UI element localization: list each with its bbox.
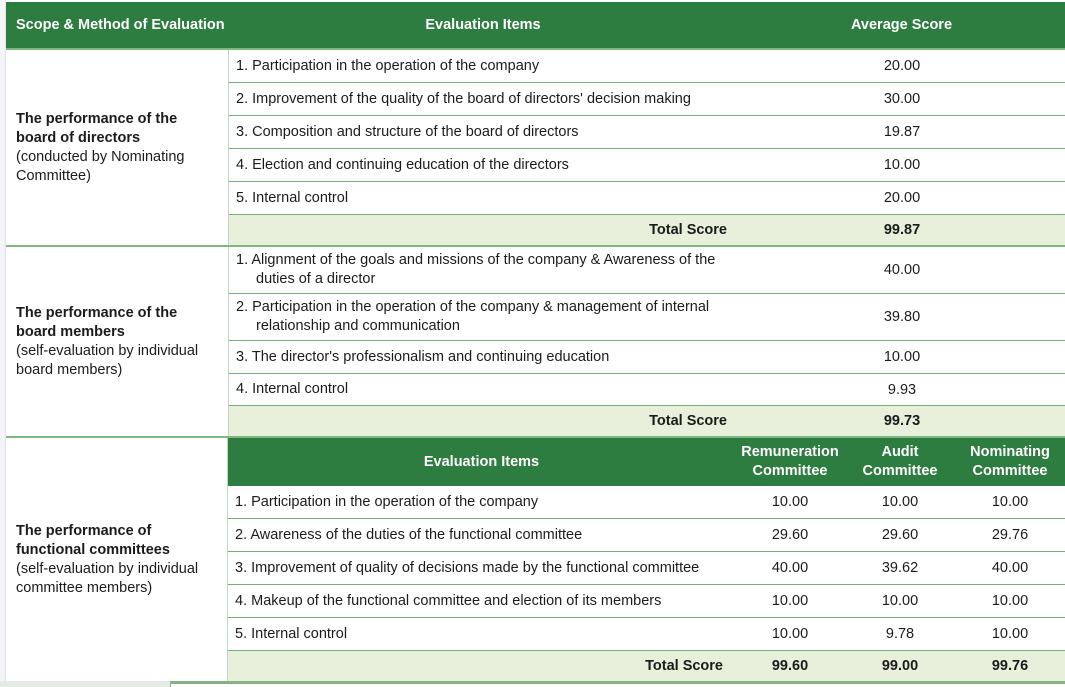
section-rows xyxy=(227,438,1065,681)
table-row xyxy=(229,294,1065,341)
audit-score: 10.00 xyxy=(881,593,919,609)
item-label: 5. Internal control xyxy=(235,625,348,642)
item-score: 19.87 xyxy=(883,124,921,140)
item-label: 1. Participation in the operation of the company xyxy=(236,57,540,74)
committee-subheader-row xyxy=(228,438,1065,486)
subheader-audit-committee: Audit Committee xyxy=(862,444,938,479)
remuneration-score: 10.00 xyxy=(771,494,809,510)
scope-note: (self-evaluation by individual committee members) xyxy=(16,560,199,596)
table-row xyxy=(229,341,1065,374)
section-functional-committees xyxy=(6,436,1065,681)
nominating-score: 40.00 xyxy=(991,560,1029,576)
total-score-label: Total Score xyxy=(645,657,723,674)
table-row xyxy=(228,519,1065,552)
item-label: 4. Makeup of the functional committee and election of its members xyxy=(235,592,662,609)
item-label: 4. Election and continuing education of the directors xyxy=(236,156,569,173)
table-row xyxy=(229,247,1065,294)
table-row xyxy=(228,585,1065,618)
audit-score: 9.78 xyxy=(885,626,915,642)
table-row xyxy=(229,50,1065,83)
nominating-score: 10.00 xyxy=(991,494,1029,510)
nominating-score: 29.76 xyxy=(991,527,1029,543)
header-average-score: Average Score xyxy=(850,17,953,33)
item-score: 9.93 xyxy=(887,381,917,398)
nominating-total: 99.76 xyxy=(991,658,1029,674)
nominating-score: 10.00 xyxy=(991,593,1029,609)
section-rows xyxy=(228,247,1065,436)
table-header-row xyxy=(6,2,1065,48)
audit-score: 10.00 xyxy=(881,494,919,510)
header-scope-method: Scope & Method of Evaluation xyxy=(16,17,225,33)
item-label: 2. Awareness of the duties of the functional committee xyxy=(235,526,583,543)
remuneration-score: 29.60 xyxy=(771,527,809,543)
item-label: 4. Internal control xyxy=(236,381,349,397)
scope-cell xyxy=(6,438,227,681)
audit-score: 39.62 xyxy=(881,560,919,576)
item-score: 10.00 xyxy=(883,157,921,173)
item-label: 3. Composition and structure of the board of directors xyxy=(236,123,579,140)
cutoff-right-block xyxy=(170,683,1065,687)
scope-title: The performance of the board of directors xyxy=(16,110,178,146)
table-row xyxy=(229,83,1065,116)
table-row xyxy=(228,552,1065,585)
remuneration-score: 40.00 xyxy=(771,560,809,576)
item-label: 1. Alignment of the goals and missions of the company & Awareness of the duties of a director xyxy=(236,252,716,287)
total-score-label: Total Score xyxy=(649,221,727,238)
remuneration-score: 10.00 xyxy=(771,626,809,642)
remuneration-score: 10.00 xyxy=(771,593,809,609)
section-board-members xyxy=(6,245,1065,436)
cutoff-left-block xyxy=(0,681,170,687)
total-score-row xyxy=(229,406,1065,436)
item-score: 20.00 xyxy=(883,190,921,206)
scope-cell xyxy=(6,50,228,245)
audit-score: 29.60 xyxy=(881,527,919,543)
table-row xyxy=(229,116,1065,149)
audit-total: 99.00 xyxy=(881,658,919,674)
item-score: 30.00 xyxy=(883,91,921,107)
remuneration-total: 99.60 xyxy=(771,658,809,674)
evaluation-table xyxy=(6,2,1065,683)
scope-note: (self-evaluation by individual board members) xyxy=(16,342,199,378)
section-rows xyxy=(228,50,1065,245)
table-row xyxy=(229,182,1065,215)
item-label: 5. Internal control xyxy=(236,189,349,206)
table-row xyxy=(228,618,1065,651)
table-row xyxy=(229,374,1065,406)
scope-note: (conducted by Nominating Committee) xyxy=(16,148,185,184)
subheader-nominating-committee: Nominating Committee xyxy=(970,444,1050,479)
table-row xyxy=(229,149,1065,182)
total-score-value: 99.87 xyxy=(883,222,921,238)
item-score: 10.00 xyxy=(883,349,921,365)
total-score-row xyxy=(228,651,1065,681)
scope-title: The performance of functional committees xyxy=(16,522,170,558)
item-label: 1. Participation in the operation of the company xyxy=(235,493,539,510)
cutoff-next-element xyxy=(0,681,1065,687)
table-row xyxy=(228,486,1065,519)
item-score: 39.80 xyxy=(883,309,921,325)
item-label: 3. Improvement of quality of decisions made by the functional committee xyxy=(235,559,700,576)
total-score-value: 99.73 xyxy=(883,413,921,429)
total-score-label: Total Score xyxy=(649,412,727,429)
header-evaluation-items: Evaluation Items xyxy=(425,17,541,33)
subheader-evaluation-items: Evaluation Items xyxy=(423,453,540,470)
scope-cell xyxy=(6,247,228,436)
nominating-score: 10.00 xyxy=(991,626,1029,642)
item-label: 3. The director's professionalism and continuing education xyxy=(236,348,610,365)
item-score: 40.00 xyxy=(883,262,921,278)
total-score-row xyxy=(229,215,1065,245)
section-board-of-directors xyxy=(6,48,1065,245)
subheader-remuneration-committee: Remuneration Committee xyxy=(741,444,839,479)
item-label: 2. Improvement of the quality of the board of directors' decision making xyxy=(236,90,691,107)
scope-title: The performance of the board members xyxy=(16,304,178,340)
item-score: 20.00 xyxy=(883,58,921,74)
item-label: 2. Participation in the operation of the company & management of internal relationship and communication xyxy=(236,299,710,334)
